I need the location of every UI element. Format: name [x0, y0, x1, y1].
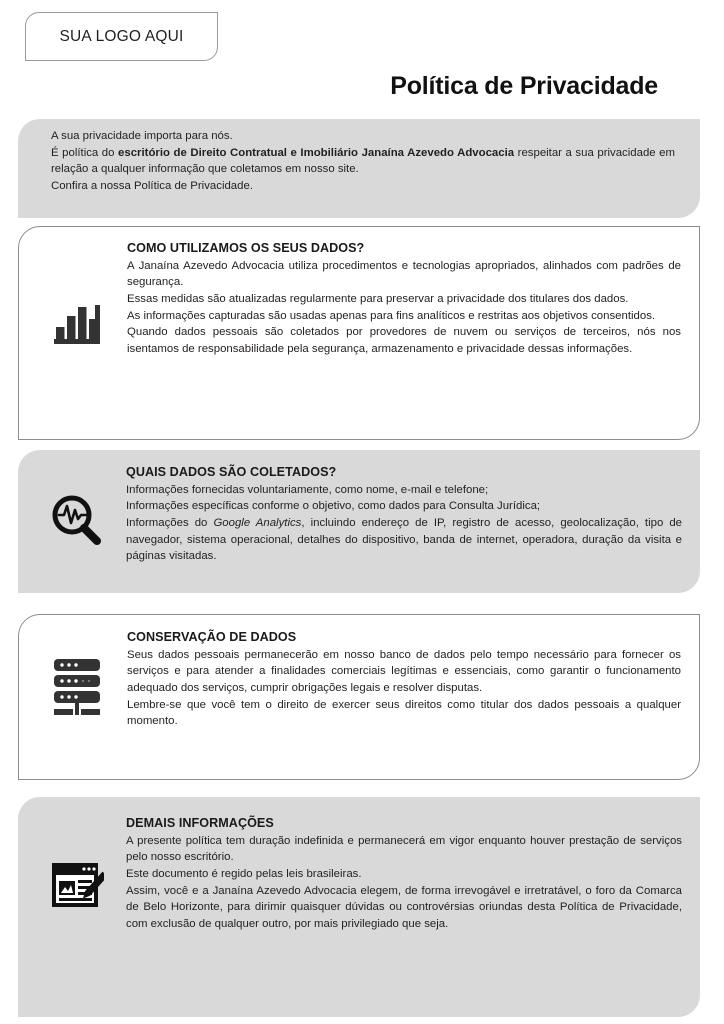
intro-body	[51, 128, 675, 194]
intro-line-2	[51, 145, 675, 178]
section-body-conservacao	[127, 630, 681, 730]
section-body-como-utilizamos	[127, 241, 681, 357]
section-panel-como-utilizamos	[18, 226, 700, 440]
section-body-demais-informacoes	[126, 816, 682, 932]
section-paragraph: Essas medidas são atualizadas regularmente para preservar a privacidade dos titulares dos dados.	[127, 292, 629, 305]
google-analytics-term: Google Analytics	[213, 516, 302, 529]
section-title: CONSERVAÇÃO DE DADOS	[127, 630, 297, 644]
section-paragraph: Seus dados pessoais permanecerão em nosso banco de dados pelo tempo necessário para fornecer os serviços e para atender a finalidades comerciais legítimas e essenciais, como garantir o funcionamento adequado dos serviços, cumprir obrigações legais e resolver disputas.	[127, 648, 681, 694]
section-title: DEMAIS INFORMAÇÕES	[126, 816, 274, 830]
page-title: Política de Privacidade	[390, 72, 658, 100]
bar-chart-icon	[41, 297, 113, 347]
intro-panel	[18, 119, 700, 218]
document-edit-icon	[40, 860, 112, 912]
section-paragraph: Assim, você e a Janaína Azevedo Advocacia elegem, de forma irrevogável e irretratável, o foro da Comarca de Belo Horizonte, para dirimir quaisquer dúvidas ou controvérsias oriundas desta Política de Privacidade, com exclusão de qualquer outro, por mais privilegiado que seja.	[126, 884, 682, 930]
section-paragraph: A Janaína Azevedo Advocacia utiliza procedimentos e tecnologias apropriados, alinhados com padrões de segurança.	[127, 259, 681, 289]
section-body-quais-dados	[126, 465, 682, 565]
section-paragraph: Este documento é regido pelas leis brasileiras.	[126, 867, 362, 880]
section-paragraph: Informações específicas conforme o objetivo, como dados para Consulta Jurídica;	[126, 500, 541, 513]
section-paragraph: Quando dados pessoais são coletados por provedores de nuvem ou serviços de terceiros, nós nos isentamos de responsabilidade pela segurança, armazenamento e privacidade dessas informações.	[127, 326, 681, 355]
section-panel-demais-informacoes	[18, 797, 700, 1017]
section-paragraph: A presente política tem duração indefinida e permanecerá em vigor enquanto houver prestação de serviços pelo nosso escritório.	[126, 834, 682, 864]
section-paragraph: As informações capturadas são usadas apenas para fins analíticos e restritas aos objetivos consentidos.	[127, 309, 656, 322]
section-title: COMO UTILIZAMOS OS SEUS DADOS?	[127, 241, 365, 255]
server-stack-icon	[41, 655, 113, 717]
section-paragraph: Lembre-se que você tem o direito de exercer seus direitos como titular dos dados pessoais a qualquer momento.	[127, 698, 681, 728]
intro-office-name: escritório de Direito Contratual e Imobiliário Janaína Azevedo Advocacia	[118, 146, 515, 159]
intro-line-3: Confira a nossa Política de Privacidade.	[51, 179, 253, 192]
magnifier-pulse-icon	[40, 492, 112, 548]
google-analytics-prefix: Informações do	[126, 516, 214, 529]
logo-placeholder-text: SUA LOGO AQUI	[59, 27, 184, 45]
section-title: QUAIS DADOS SÃO COLETADOS?	[126, 465, 337, 479]
logo-placeholder-box	[25, 12, 218, 61]
section-paragraph: Informações fornecidas voluntariamente, como nome, e-mail e telefone;	[126, 483, 489, 496]
intro-line-1: A sua privacidade importa para nós.	[51, 130, 233, 142]
section-panel-conservacao	[18, 614, 700, 780]
google-analytics-suffix: , incluindo endereço de IP, registro de acesso, geolocalização, tipo de navegador, sistema operacional, detalhes do dispositivo, banda de internet, operadora, duração da visita e páginas visitadas.	[126, 516, 682, 563]
intro-line-2-suffix: respeitar a sua privacidade em relação a qualquer informação que coletamos em nosso site.	[51, 146, 675, 176]
section-panel-quais-dados	[18, 450, 700, 593]
section-paragraph-google-analytics	[126, 515, 682, 565]
intro-line-2-prefix: É política do	[51, 146, 119, 159]
